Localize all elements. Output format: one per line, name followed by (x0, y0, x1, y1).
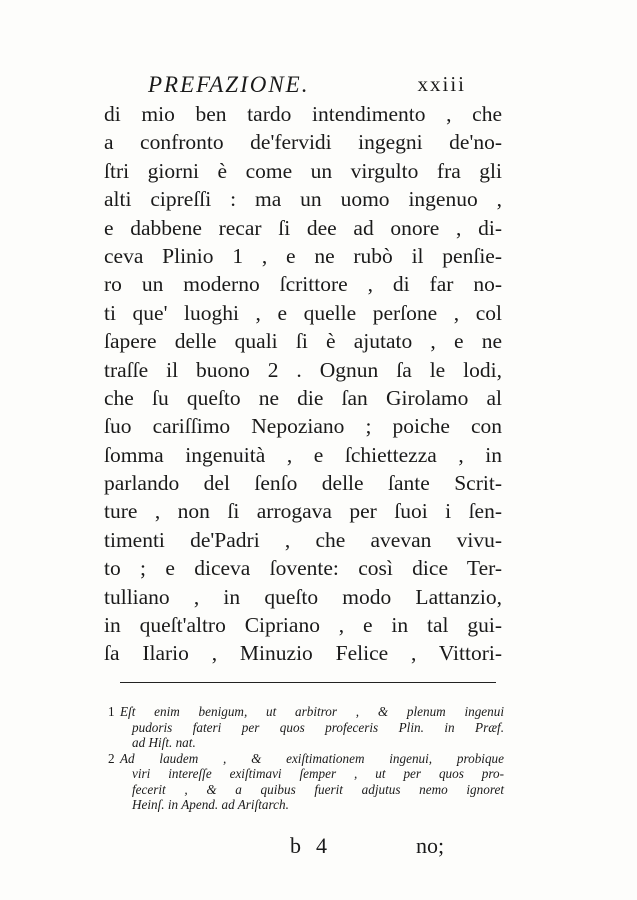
signature-letter: b (290, 833, 301, 858)
text-line: traſſe il buono 2 . Ognun ſa le lodi, (104, 357, 502, 382)
running-header (148, 72, 466, 98)
footnote-line: ad Hiſt. nat. (132, 735, 196, 750)
text-line: a confronto de'fervidi ingegni de'no- (104, 130, 502, 155)
text-line: ſtri giorni è come un virgulto fra gli (104, 158, 502, 183)
text-line: ſomma ingenuità , e ſchiettezza , in (104, 442, 502, 467)
text-line: e dabbene recar ſi dee ad onore , di- (104, 215, 502, 240)
footnote-line: Ad laudem , & exiſtimationem ingenui, probique (120, 750, 504, 766)
text-line: ro un moderno ſcrittore , di far no- (104, 272, 502, 297)
footnote-line: pudoris fateri per quos profeceris Plin. in Præf. (132, 719, 504, 735)
footnotes (104, 704, 504, 813)
text-line: ti que' luoghi , e quelle perſone , col (104, 300, 502, 325)
catchword: no; (416, 833, 445, 858)
footnote-rule (120, 682, 496, 683)
text-line: ceva Plinio 1 , e ne rubò il penſie- (104, 243, 502, 268)
text-line: tulliano , in queſto modo Lattanzio, (104, 584, 502, 609)
footnote-line: fecerit , & a quibus fuerit adjutus nemo ignoret (132, 781, 504, 797)
text-line: in queſt'altro Cipriano , e in tal gui- (104, 613, 502, 638)
body-text (104, 100, 502, 668)
text-line: alti cipreſſi : ma un uomo ingenuo , (104, 187, 502, 212)
text-line: ſuo cariſſimo Nepoziano ; poiche con (104, 414, 502, 439)
footnote (104, 704, 504, 751)
text-line: timenti de'Padri , che avevan vivu- (104, 527, 502, 552)
text-line: to ; e diceva ſovente: così dice Ter- (104, 556, 502, 581)
running-title: PREFAZIONE. (148, 72, 310, 97)
signature-number: 4 (316, 833, 327, 858)
text-line: ſa Ilario , Minuzio Felice , Vittori- (104, 641, 502, 666)
text-line: ſapere delle quali ſi è ajutato , e ne (104, 329, 502, 354)
text-line: ture , non ſi arrogava per ſuoi i ſen- (104, 499, 502, 524)
footnote-line: Heinſ. in Apend. ad Ariſtarch. (132, 797, 289, 812)
text-line: di mio ben tardo intendimento , che (104, 102, 502, 126)
text-line: parlando del ſenſo delle ſante Scrit- (104, 471, 502, 496)
text-line: che ſu queſto ne die ſan Girolamo al (104, 385, 502, 410)
catchline (290, 833, 505, 859)
footnote-line: Eſt enim benigum, ut arbitror , & plenum ingenui (120, 704, 504, 719)
footnote-number: 2 (108, 750, 115, 766)
page-number: xxiii (417, 72, 466, 96)
footnote-line: viri intereſſe exiſtimavi ſemper , ut per quos pro- (132, 766, 504, 781)
footnote-number: 1 (108, 704, 115, 719)
footnote (104, 751, 504, 813)
